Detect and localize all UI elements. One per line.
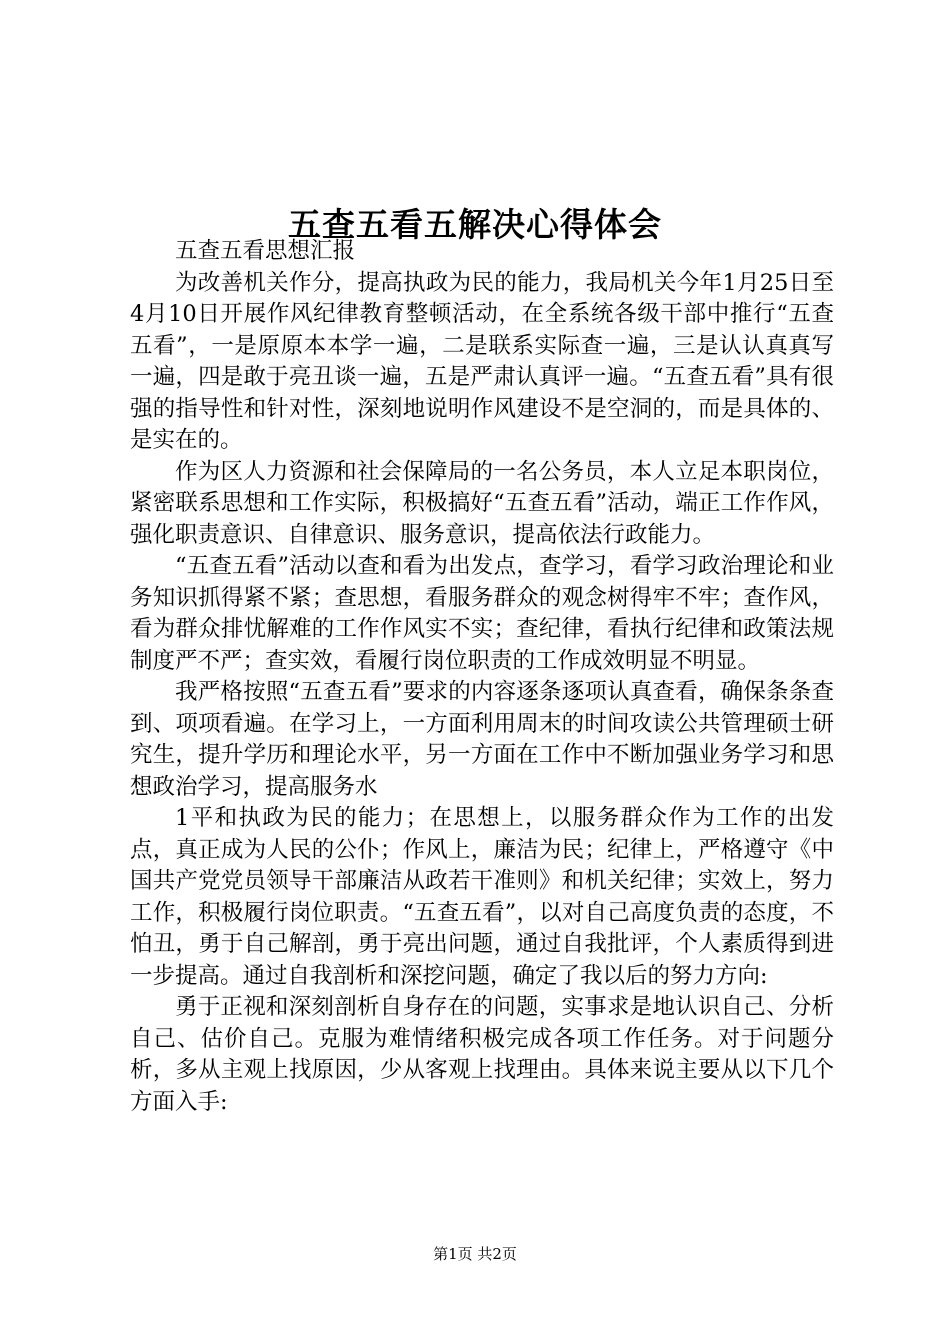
document-title: 五查五看五解决心得体会 [288, 205, 662, 245]
paragraph: 为改善机关作分，提高执政为民的能力，我局机关今年1月25日至4月10日开展作风纪律教育整顿活动，在全系统各级干部中推行“五查五看”，一是原原本本学一遍，二是联系实际查一遍，三是认认真真写一遍，四是敢于亮丑谈一遍，五是严肃认真评一遍。“五查五看”具有很强的指导性和针对性，深刻地说明作风建设不是空洞的，而是具体的、是实在的。 [130, 269, 834, 453]
page-number-footer: 第1页 共2页 [433, 1245, 517, 1263]
paragraph: 勇于正视和深刻剖析自身存在的问题，实事求是地认识自己、分析自己、估价自己。克服为难情绪积极完成各项工作任务。对于问题分析，多从主观上找原因，少从客观上找理由。具体来说主要从以下几个方面入手: [130, 994, 834, 1115]
paragraph-subtitle: 五查五看思想汇报 [175, 238, 356, 264]
paragraph: 作为区人力资源和社会保障局的一名公务员，本人立足本职岗位，紧密联系思想和工作实际，积极搞好“五查五看”活动，端正工作作风，强化职责意识、自律意识、服务意识，提高依法行政能力。 [130, 458, 834, 548]
paragraph: “五查五看”活动以查和看为出发点，查学习，看学习政治理论和业务知识抓得紧不紧；查思想，看服务群众的观念树得牢不牢；查作风，看为群众排忧解难的工作作风实不实；查纪律，看执行纪律和政策法规制度严不严；查实效，看履行岗位职责的工作成效明显不明显。 [130, 553, 834, 674]
paragraph: 我严格按照“五查五看”要求的内容逐条逐项认真查看，确保条条查到、项项看遍。在学习上，一方面利用周末的时间攻读公共管理硕士研究生，提升学历和理论水平，另一方面在工作中不断加强业务学习和思想政治学习，提高服务水 [130, 679, 834, 800]
paragraph: 1平和执政为民的能力；在思想上，以服务群众作为工作的出发点，真正成为人民的公仆；作风上，廉洁为民；纪律上，严格遵守《中国共产党党员领导干部廉洁从政若干准则》和机关纪律；实效上，努力工作，积极履行岗位职责。“五查五看”，以对自己高度负责的态度，不怕丑，勇于自己解剖，勇于亮出问题，通过自我批评，个人素质得到进一步提高。通过自我剖析和深挖问题，确定了我以后的努力方向: [130, 805, 834, 989]
document-body [130, 236, 834, 1118]
